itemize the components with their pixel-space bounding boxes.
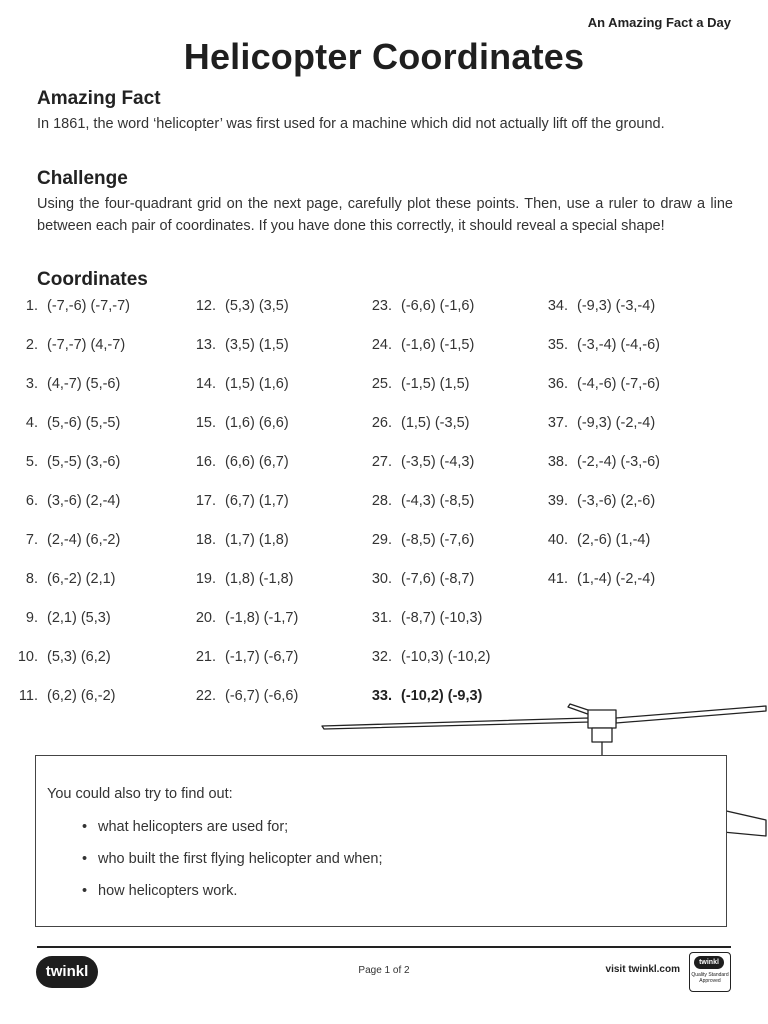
coordinate-item bbox=[368, 376, 470, 392]
bullet-icon: • bbox=[82, 883, 88, 899]
bullet-icon: • bbox=[82, 819, 88, 835]
coordinate-pair: (1,8) (-1,8) bbox=[225, 571, 294, 587]
coordinate-number: 31. bbox=[371, 610, 392, 626]
coordinate-number: 20. bbox=[195, 610, 216, 626]
coordinate-item bbox=[368, 532, 474, 548]
coordinate-item bbox=[544, 298, 655, 314]
coordinate-item bbox=[192, 376, 289, 392]
coordinate-pair: (-7,-6) (-7,-7) bbox=[47, 298, 130, 314]
coordinate-pair: (5,3) (3,5) bbox=[225, 298, 289, 314]
coordinate-item bbox=[544, 532, 650, 548]
coordinate-item bbox=[192, 571, 294, 587]
coordinates-list bbox=[0, 298, 768, 718]
page-title: Helicopter Coordinates bbox=[183, 36, 585, 77]
coordinate-pair: (-1,7) (-6,7) bbox=[225, 649, 299, 665]
quality-badge-icon bbox=[689, 952, 731, 992]
coordinate-item bbox=[544, 571, 655, 587]
coordinate-item bbox=[368, 415, 470, 431]
coordinate-item bbox=[192, 532, 289, 548]
coordinate-number: 30. bbox=[371, 571, 392, 587]
badge-logo: twinkl bbox=[694, 956, 724, 969]
coordinate-pair: (2,1) (5,3) bbox=[47, 610, 111, 626]
coordinate-pair: (2,-6) (1,-4) bbox=[577, 532, 651, 548]
bullet-icon: • bbox=[82, 851, 88, 867]
coordinate-number: 11. bbox=[18, 688, 38, 704]
coordinate-pair: (5,-5) (3,-6) bbox=[47, 454, 121, 470]
coordinate-pair: (-3,5) (-4,3) bbox=[401, 454, 475, 470]
visit-link[interactable]: visit twinkl.com bbox=[605, 964, 680, 975]
coordinate-number: 35. bbox=[547, 337, 568, 353]
coordinate-item bbox=[368, 337, 474, 353]
coordinate-item bbox=[14, 571, 116, 587]
coordinate-item bbox=[14, 337, 125, 353]
coordinate-number: 6. bbox=[25, 493, 38, 509]
coordinate-item bbox=[192, 337, 289, 353]
coordinate-item bbox=[192, 454, 289, 470]
coordinate-pair: (1,5) (-3,5) bbox=[401, 415, 470, 431]
coordinate-pair: (-6,6) (-1,6) bbox=[401, 298, 475, 314]
coordinate-pair: (6,6) (6,7) bbox=[225, 454, 289, 470]
coordinate-number: 33. bbox=[371, 688, 392, 704]
find-out-intro: You could also try to find out: bbox=[47, 786, 233, 802]
coordinate-item bbox=[14, 532, 120, 548]
coordinate-item bbox=[368, 649, 490, 665]
coordinate-number: 14. bbox=[195, 376, 216, 392]
coordinate-pair: (-1,8) (-1,7) bbox=[225, 610, 299, 626]
coordinate-item bbox=[368, 571, 474, 587]
coordinate-pair: (6,-2) (2,1) bbox=[47, 571, 116, 587]
coordinate-item bbox=[368, 454, 474, 470]
coordinate-number: 22. bbox=[195, 688, 216, 704]
coordinate-number: 10. bbox=[17, 649, 38, 665]
coordinate-number: 27. bbox=[371, 454, 392, 470]
amazing-fact-text: In 1861, the word ‘helicopter’ was first used for a machine which did not actually lift off the ground. bbox=[37, 116, 665, 132]
coordinate-number: 17. bbox=[195, 493, 216, 509]
twinkl-logo[interactable]: twinkl bbox=[36, 956, 98, 988]
coordinate-item bbox=[14, 454, 120, 470]
coordinate-item bbox=[14, 493, 120, 509]
page-number: Page 1 of 2 bbox=[358, 965, 410, 976]
coordinate-number: 19. bbox=[195, 571, 216, 587]
coordinate-number: 25. bbox=[371, 376, 392, 392]
bullet-text: how helicopters work. bbox=[98, 883, 238, 899]
coordinate-number: 3. bbox=[25, 376, 38, 392]
coordinate-number: 39. bbox=[547, 493, 568, 509]
coordinate-pair: (-9,3) (-3,-4) bbox=[577, 298, 656, 314]
coordinate-number: 18. bbox=[195, 532, 216, 548]
coordinate-item bbox=[544, 493, 655, 509]
coordinate-item bbox=[544, 415, 655, 431]
coordinate-number: 13. bbox=[195, 337, 216, 353]
find-out-bullet bbox=[82, 883, 237, 899]
coordinate-number: 4. bbox=[25, 415, 38, 431]
coordinate-pair: (-7,6) (-8,7) bbox=[401, 571, 475, 587]
series-label: An Amazing Fact a Day bbox=[587, 15, 731, 30]
coordinate-number: 16. bbox=[195, 454, 216, 470]
coordinate-item bbox=[192, 298, 289, 314]
coordinate-number: 26. bbox=[371, 415, 392, 431]
coordinate-pair: (-1,6) (-1,5) bbox=[401, 337, 475, 353]
coordinate-pair: (-10,2) (-9,3) bbox=[401, 688, 483, 704]
coordinate-number: 21. bbox=[195, 649, 216, 665]
coordinate-number: 15. bbox=[195, 415, 216, 431]
coordinate-pair: (1,7) (1,8) bbox=[225, 532, 289, 548]
coordinate-number: 23. bbox=[371, 298, 392, 314]
coordinate-item bbox=[544, 337, 660, 353]
coordinate-item bbox=[192, 649, 298, 665]
coordinate-pair: (-2,-4) (-3,-6) bbox=[577, 454, 660, 470]
coordinate-item bbox=[192, 415, 289, 431]
coordinate-pair: (4,-7) (5,-6) bbox=[47, 376, 121, 392]
coordinate-item bbox=[14, 298, 130, 314]
coordinate-item bbox=[14, 688, 116, 704]
coordinate-item bbox=[368, 493, 474, 509]
coordinate-number: 12. bbox=[195, 298, 216, 314]
coordinate-pair: (1,6) (6,6) bbox=[225, 415, 289, 431]
coordinate-number: 34. bbox=[547, 298, 568, 314]
coordinate-number: 28. bbox=[371, 493, 392, 509]
find-out-box bbox=[35, 755, 727, 927]
coordinate-number: 8. bbox=[25, 571, 38, 587]
badge-text: Quality Standard Approved bbox=[691, 972, 729, 984]
coordinate-pair: (-9,3) (-2,-4) bbox=[577, 415, 656, 431]
coordinate-number: 2. bbox=[25, 337, 38, 353]
coordinate-pair: (-3,-4) (-4,-6) bbox=[577, 337, 660, 353]
coordinate-number: 1. bbox=[25, 298, 38, 314]
coordinate-item bbox=[192, 688, 298, 704]
coordinate-number: 40. bbox=[547, 532, 568, 548]
coordinate-item bbox=[368, 610, 482, 626]
challenge-text: Using the four-quadrant grid on the next page, carefully plot these points. Then, use a ruler to draw a line between each pair of coordinates. If you have done this correctly, it should reveal a special shape! bbox=[37, 196, 733, 234]
coordinate-item bbox=[368, 298, 474, 314]
coordinate-pair: (-8,5) (-7,6) bbox=[401, 532, 475, 548]
coordinate-number: 5. bbox=[25, 454, 38, 470]
coordinate-pair: (-3,-6) (2,-6) bbox=[577, 493, 656, 509]
coordinate-pair: (-6,7) (-6,6) bbox=[225, 688, 299, 704]
coordinate-pair: (-8,7) (-10,3) bbox=[401, 610, 483, 626]
coordinate-number: 36. bbox=[547, 376, 568, 392]
find-out-bullet bbox=[82, 851, 383, 867]
coordinate-number: 32. bbox=[371, 649, 392, 665]
coordinate-pair: (1,5) (1,6) bbox=[225, 376, 289, 392]
coordinate-pair: (2,-4) (6,-2) bbox=[47, 532, 121, 548]
coordinate-pair: (3,5) (1,5) bbox=[225, 337, 289, 353]
coordinate-pair: (-10,3) (-10,2) bbox=[401, 649, 491, 665]
coordinate-pair: (-4,-6) (-7,-6) bbox=[577, 376, 660, 392]
coordinate-number: 9. bbox=[25, 610, 38, 626]
coordinate-pair: (5,-6) (5,-5) bbox=[47, 415, 121, 431]
footer-divider bbox=[37, 946, 731, 948]
coordinate-number: 24. bbox=[371, 337, 392, 353]
coordinate-pair: (-1,5) (1,5) bbox=[401, 376, 470, 392]
challenge-heading: Challenge bbox=[37, 168, 128, 189]
coordinate-item bbox=[544, 454, 660, 470]
coordinate-number: 37. bbox=[547, 415, 568, 431]
coordinate-number: 7. bbox=[25, 532, 38, 548]
coordinate-item bbox=[14, 610, 111, 626]
coordinate-number: 41. bbox=[547, 571, 568, 587]
bullet-text: who built the first flying helicopter and when; bbox=[98, 851, 383, 867]
coordinate-item bbox=[14, 376, 120, 392]
coordinates-heading: Coordinates bbox=[37, 269, 148, 290]
bullet-text: what helicopters are used for; bbox=[98, 819, 289, 835]
coordinate-pair: (5,3) (6,2) bbox=[47, 649, 111, 665]
find-out-bullet bbox=[82, 819, 288, 835]
coordinate-item bbox=[14, 415, 120, 431]
coordinate-pair: (1,-4) (-2,-4) bbox=[577, 571, 656, 587]
coordinate-pair: (-7,-7) (4,-7) bbox=[47, 337, 126, 353]
coordinate-pair: (3,-6) (2,-4) bbox=[47, 493, 121, 509]
coordinate-number: 29. bbox=[371, 532, 392, 548]
coordinate-pair: (6,7) (1,7) bbox=[225, 493, 289, 509]
coordinate-pair: (6,2) (6,-2) bbox=[47, 688, 116, 704]
coordinate-item bbox=[192, 493, 289, 509]
coordinate-pair: (-4,3) (-8,5) bbox=[401, 493, 475, 509]
coordinate-item bbox=[192, 610, 298, 626]
coordinate-item bbox=[14, 649, 111, 665]
amazing-fact-heading: Amazing Fact bbox=[37, 88, 161, 109]
coordinate-item bbox=[544, 376, 660, 392]
coordinate-number: 38. bbox=[547, 454, 568, 470]
